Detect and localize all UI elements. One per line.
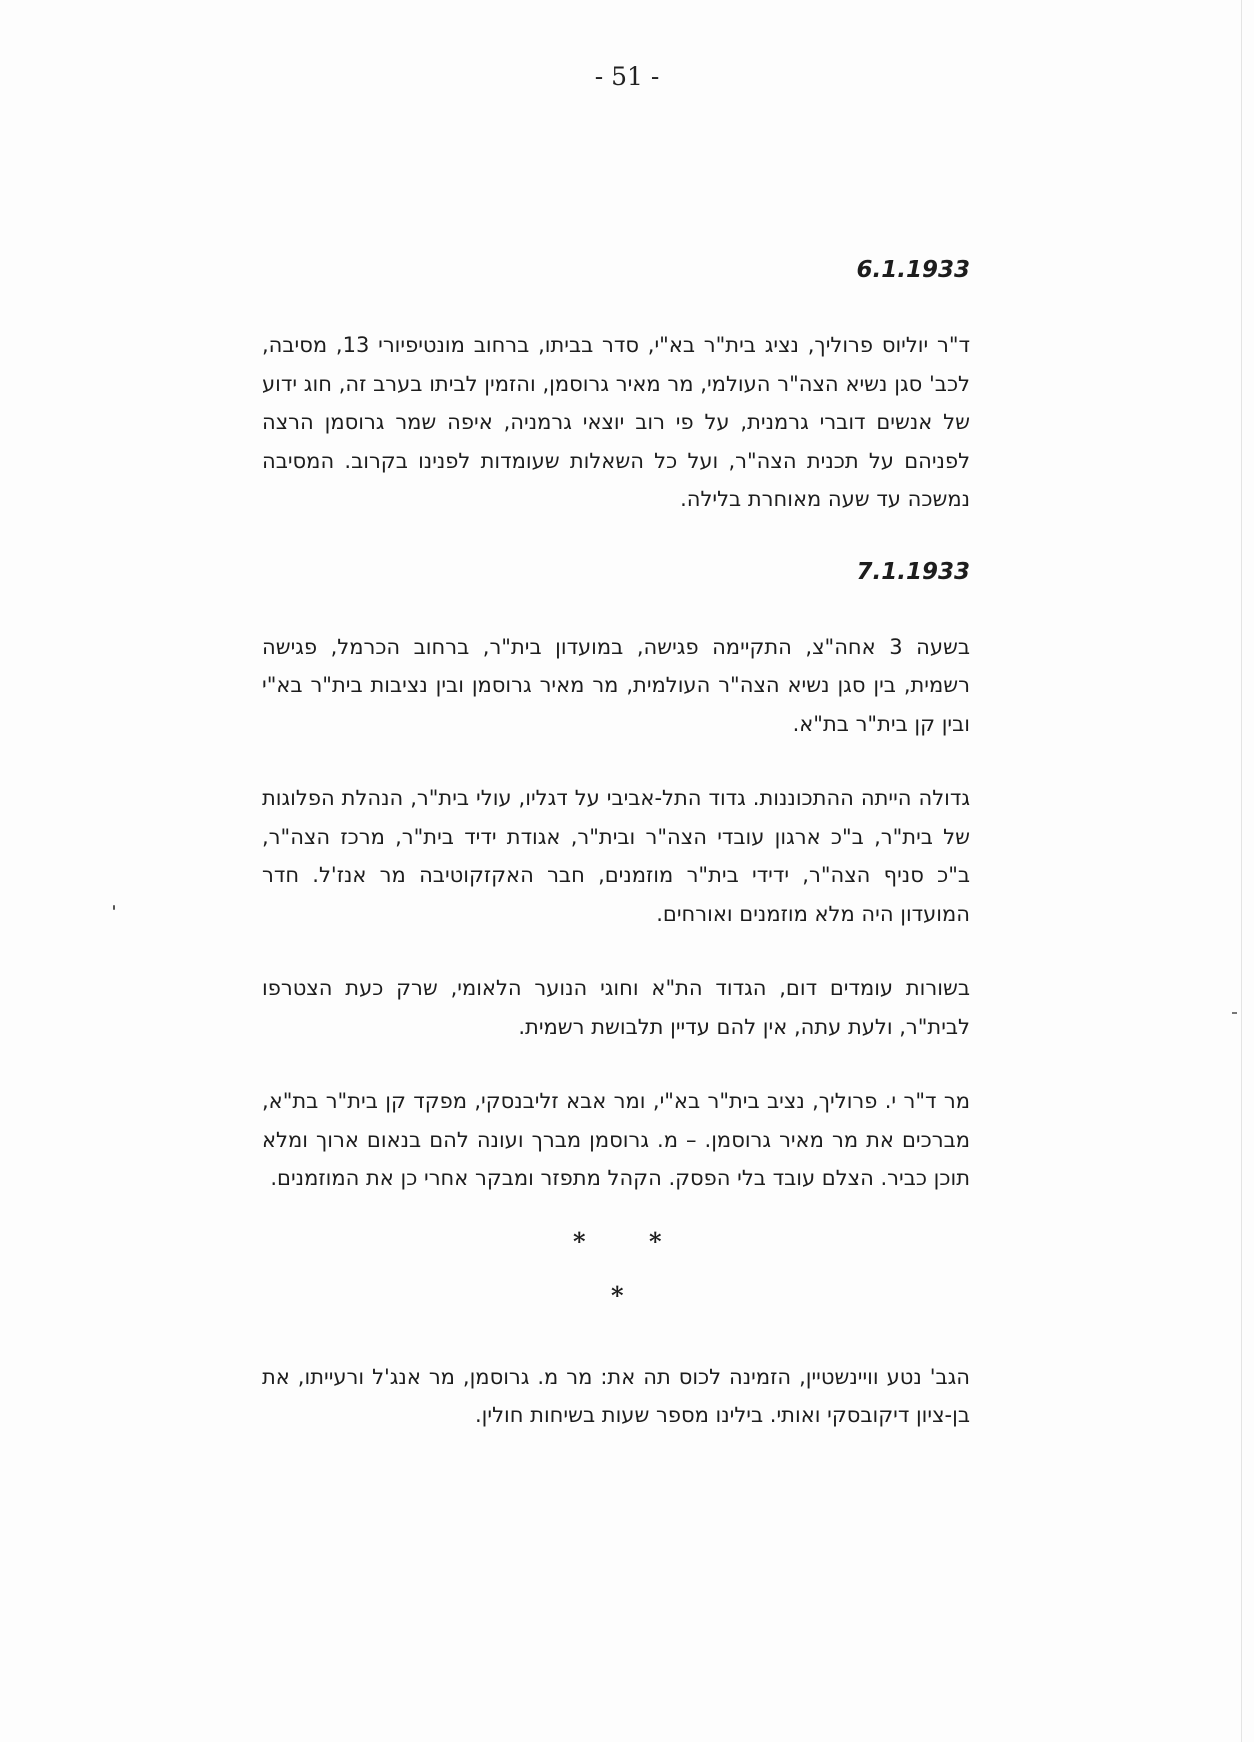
entry-paragraph: בשורות עומדים דום, הגדוד הת"א וחוגי הנוער הלאומי, שרק כעת הצטרפו לבית"ר, ולעת עתה, אין להם עדיין תלבושת רשמית. [262, 976, 970, 1039]
entry-paragraph: בשעה 3 אחה"צ, התקיימה פגישה, במועדון בית"ר, ברחוב הכרמל, פגישה רשמית, בין סגן נשיא הצה"ר העולמית, מר מאיר גרוסמן ובין נציבות בית"ר בא"י ובין קן בית"ר בת"א. [262, 634, 971, 736]
section-separator [262, 1216, 970, 1358]
scan-speck [1232, 1012, 1237, 1014]
closing-paragraph: הגב' נטע וויינשטיין, הזמינה לכוס תה את: מר מ. גרוסמן, מר אנג'ל ורעייתו, את בן-ציון דיקובסקי ואותי. בילינו מספר שעות בשיחות חולין. [262, 1364, 970, 1427]
entry-paragraph: ד"ר יוליוס פרוליך, נציג בית"ר בא"י, סדר בביתו, ברחוב מונטיפיורי 13, מסיבה, לכב' סגן נשיא הצה"ר העולמי, מר מאיר גרוסמן, והזמין לביתו בערב זה, חוג ידוע של אנשים דוברי גרמנית, על פי רוב יוצאי גרמניה, איפה שמר גרוסמן הרצה לפניהם על תכנית הצה"ר, ועל כל השאלות שעומדות לפנינו בקרוב. המסיבה נמשכה עד שעה מאוחרת בלילה. [262, 333, 970, 511]
entry-paragraph: מר ד"ר י. פרוליך, נציב בית"ר בא"י, ומר אבא זליבנסקי, מפקד קן בית"ר בת"א, מברכים את מר מאיר גרוסמן. – מ. גרוסמן מברך ועונה להם בנאום ארוך ומלא תוכן כביר. הצלם עובד בלי הפסק. הקהל מתפזר ומבקר אחרי כן את המוזמנים. [262, 1089, 970, 1190]
entry-date: 7.1.1933 [856, 558, 970, 585]
asterisk-separator: * [611, 1280, 624, 1310]
entry-paragraph: גדולה הייתה ההתכוננות. גדוד התל-אביבי על דגליו, עולי בית"ר, הנהלת הפלוגות של בית"ר, ב"כ ארגון עובדי הצה"ר ובית"ר, אגודת ידיד בית"ר, מרכז הצה"ר, ב"כ סניף הצה"ר, ידידי בית"ר מוזמנים, חבר האקזקוטיבה מר אנז'ל. חדר המועדון היה מלא מוזמנים ואורחים. [262, 786, 970, 926]
entry-date: 6.1.1933 [856, 257, 970, 283]
page-edge [1241, 0, 1242, 1742]
asterisk-separator: * [573, 1226, 586, 1256]
asterisk-separator: * [649, 1226, 662, 1256]
page-number: - 51 - [594, 62, 660, 91]
document-body [262, 255, 970, 1435]
scan-speck [113, 905, 115, 910]
